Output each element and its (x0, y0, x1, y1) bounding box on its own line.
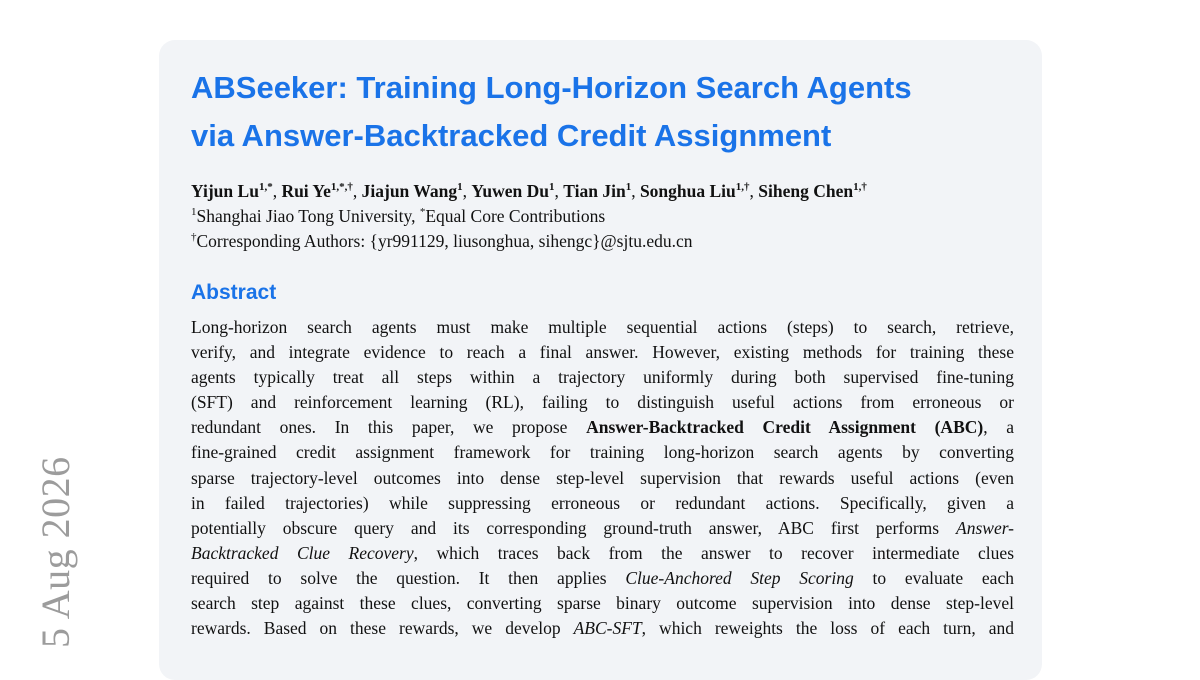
author-affiliation-mark: 1,† (735, 181, 750, 194)
paper-title (191, 64, 1011, 160)
abstract-italic-term: Backtracked Clue Recovery (191, 542, 414, 563)
arxiv-date-stamp: 5 Aug 2026 (33, 456, 78, 648)
abstract-text: in failed trajectories) while suppressing erroneous or redundant actions. Specifically, given a (191, 492, 1014, 513)
abstract-line (191, 541, 1014, 566)
abstract-text: fine-grained credit assignment framework for training long-horizon search agents by converting (191, 442, 1014, 463)
abstract-italic-term: Answer- (956, 517, 1014, 538)
abstract-italic-term: ABC-SFT (573, 618, 642, 639)
title-line-1: ABSeeker: Training Long-Horizon Search Agents (191, 70, 912, 105)
affiliation-institution: Shanghai Jiao Tong University, (196, 206, 420, 226)
abstract-line (191, 616, 1014, 641)
abstract-text: , which traces back from the answer to recover intermediate clues (413, 542, 1015, 563)
title-line-2: via Answer-Backtracked Credit Assignment (191, 118, 832, 153)
author-affiliation-mark: 1 (457, 181, 463, 194)
abstract-line (191, 466, 1014, 491)
abstract-line (191, 390, 1014, 415)
correspondence-line (191, 228, 1041, 254)
abstract-text: redundant ones. In this paper, we propose (191, 417, 587, 438)
author-affiliation-mark: 1,† (853, 181, 867, 194)
abstract-text: required to solve the question. It then applies (191, 567, 626, 588)
equal-contribution-note: Equal Core Contributions (425, 206, 606, 226)
affiliation-line (191, 203, 1041, 229)
abstract-text: potentially obscure query and its corresponding ground-truth answer, ABC first performs (191, 517, 957, 538)
abstract-text: sparse trajectory-level outcomes into dense step-level supervision that rewards useful actions (even (191, 467, 1014, 488)
abstract-line (191, 440, 1014, 465)
abstract-text: to evaluate each (853, 567, 1014, 588)
abstract-text: rewards. Based on these rewards, we develop (191, 618, 574, 639)
abstract-text: agents typically treat all steps within a trajectory uniformly during both supervised fine-tuning (191, 367, 1014, 388)
abstract-text: , which reweights the loss of each turn, and (641, 618, 1014, 639)
author-affiliation-mark: 1,*,† (330, 181, 353, 194)
author-name: Siheng Chen$^{1,\dagger}$ (758, 181, 867, 201)
abstract-line (191, 591, 1014, 616)
abstract-italic-term: Clue-Anchored Step Scoring (625, 567, 854, 588)
abstract-line (191, 365, 1014, 390)
equal-contribution-mark: * (419, 206, 426, 219)
abstract-line (191, 516, 1014, 541)
abstract-text: verify, and integrate evidence to reach a final answer. However, existing methods for training these (191, 342, 1014, 363)
abstract-line (191, 415, 1014, 440)
abstract-heading: Abstract (191, 281, 277, 304)
author-name: Songhua Liu$^{1,\dagger}$ (639, 181, 750, 201)
author-name: Yuwen Du$^1$ (471, 181, 555, 201)
abstract-body (191, 315, 1014, 641)
abstract-line (191, 340, 1014, 365)
author-affiliation-mark: 1,* (258, 181, 273, 194)
author-affiliation-mark: 1 (549, 181, 555, 194)
correspondence-text: Corresponding Authors: {yr991129, liusonghua, sihengc}@sjtu.edu.cn (196, 231, 693, 251)
abstract-text: Long-horizon search agents must make multiple sequential actions (steps) to search, retrieve, (191, 317, 1014, 337)
author-name: Jiajun Wang$^1$ (361, 181, 463, 201)
author-list: Yijun $Lu^{1,*}$, Rui $Ye^{1,*,\dagger}$, Jiajun Wang$^1$, Yuwen Du$^1$, Tian Jin$^1$, Songhua Liu$^{1,\dagger}$, Siheng Chen$^{1,\dagger}$ (191, 181, 867, 201)
author-name: Tian Jin$^1$ (563, 181, 632, 201)
abstract-text: , a (983, 417, 1014, 438)
abstract-text: search step against these clues, converting sparse binary outcome supervision into dense step-level (191, 593, 1014, 614)
affiliation-mark: 1 (191, 206, 197, 219)
author-affiliation-mark: 1 (625, 181, 632, 194)
abstract-bold-term: Answer-Backtracked Credit Assignment (ABC) (586, 417, 984, 438)
abstract-line (191, 315, 1014, 340)
abstract-text: (SFT) and reinforcement learning (RL), failing to distinguish useful actions from erroneous or (191, 392, 1014, 413)
author-name: Yijun $Lu^{1,*}$ (191, 181, 273, 201)
correspondence-mark: † (191, 231, 197, 244)
abstract-line (191, 491, 1014, 516)
abstract-line (191, 566, 1014, 591)
author-name: Rui $Ye^{1,*,\dagger}$ (281, 181, 353, 201)
